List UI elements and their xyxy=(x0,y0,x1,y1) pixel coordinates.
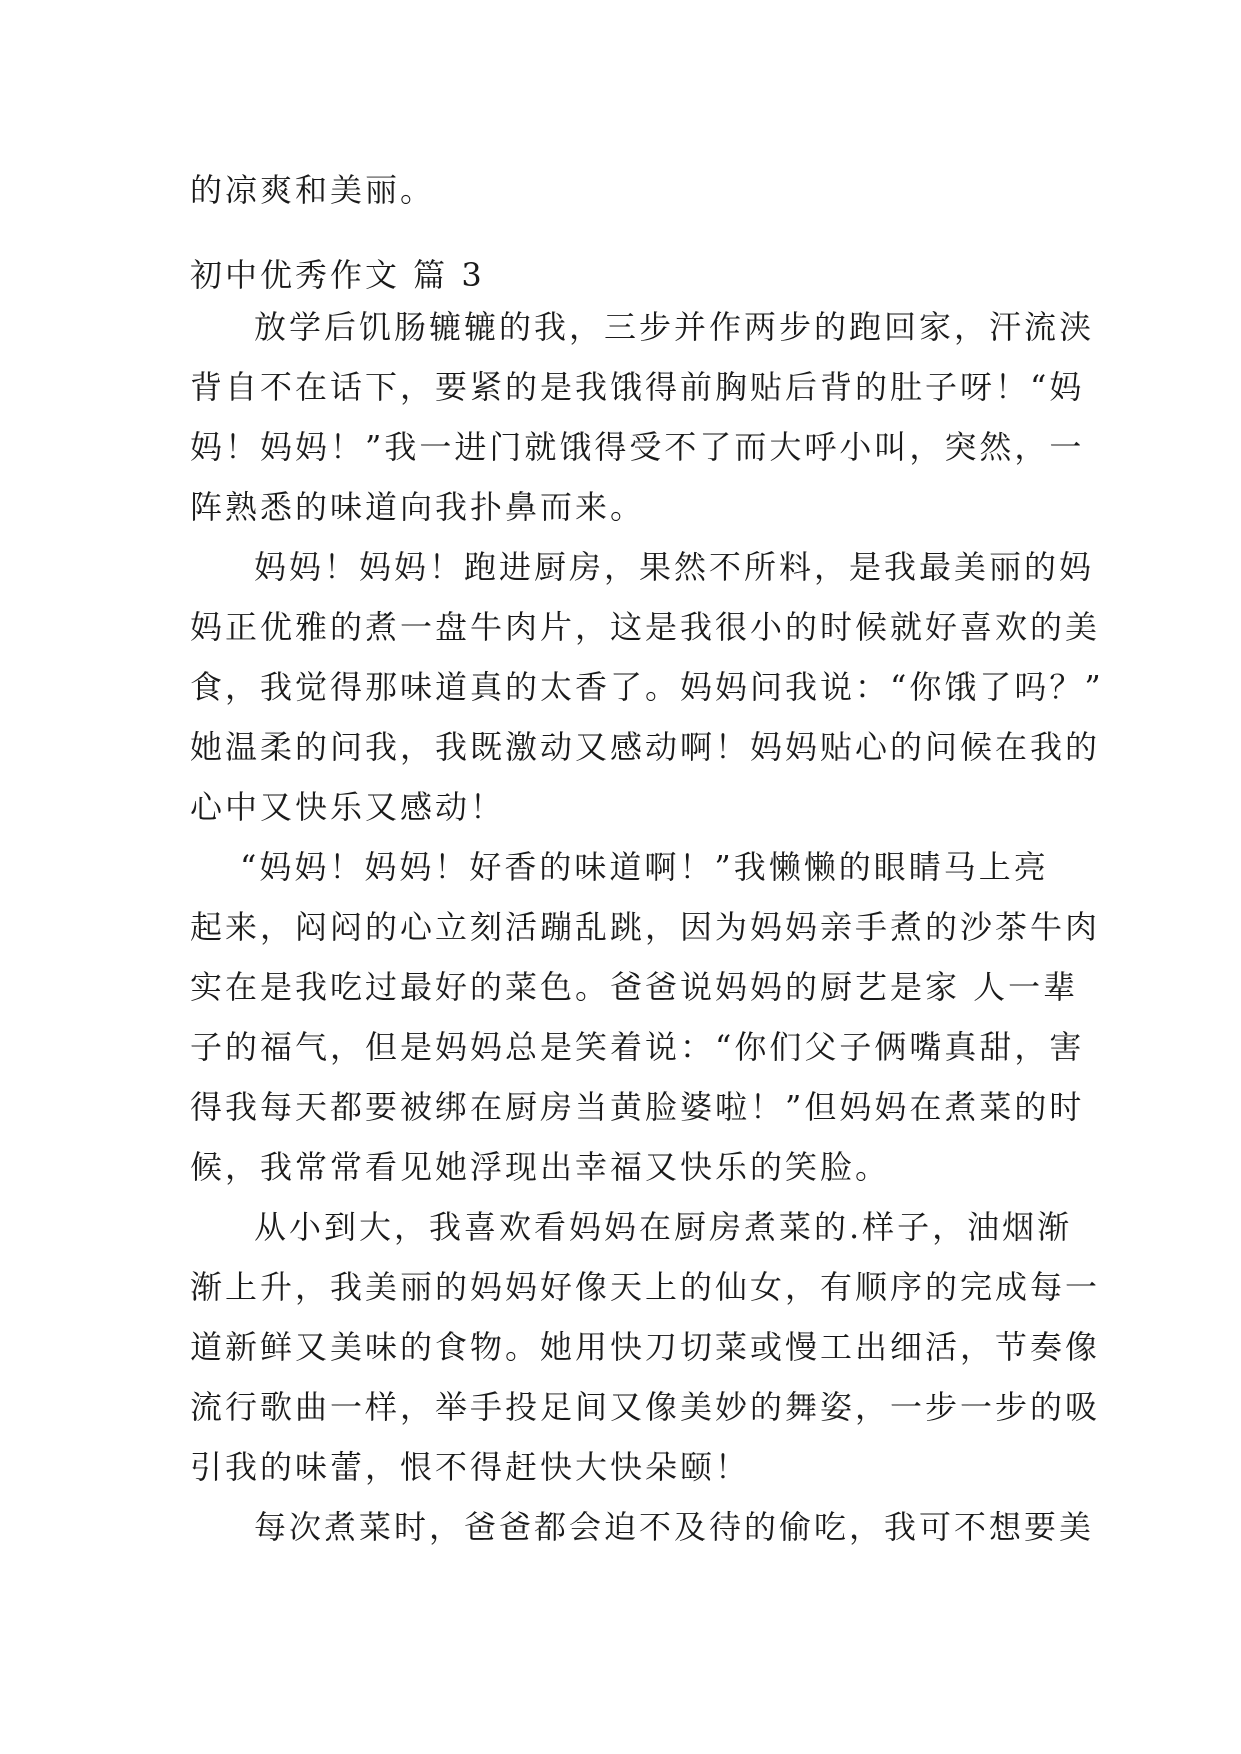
text-line: 每次煮菜时，爸爸都会迫不及待的偷吃，我可不想要美 xyxy=(254,1508,1095,1546)
text-line: 妈正优雅的煮一盘牛肉片，这是我很小的时候就好喜欢的美 xyxy=(190,608,1101,646)
text-line: “妈妈！妈妈！好香的味道啊！”我懒懒的眼睛马上亮 xyxy=(240,848,1049,886)
text-line: 心中又快乐又感动！ xyxy=(190,788,506,826)
text-line: 子的福气，但是妈妈总是笑着说：“你们父子俩嘴真甜，害 xyxy=(190,1028,1085,1066)
text-line: 道新鲜又美味的食物。她用快刀切菜或慢工出细活，节奏像 xyxy=(190,1328,1101,1366)
text-line: 背自不在话下，要紧的是我饿得前胸贴后背的肚子呀！“妈 xyxy=(190,368,1085,406)
text-line: 流行歌曲一样，举手投足间又像美妙的舞姿，一步一步的吸 xyxy=(190,1388,1101,1426)
text-line: 候，我常常看见她浮现出幸福又快乐的笑脸。 xyxy=(190,1148,891,1186)
text-line: 妈！妈妈！”我一进门就饿得受不了而大呼小叫，突然，一 xyxy=(190,428,1085,466)
text-line: 引我的味蕾，恨不得赶快大快朵颐！ xyxy=(190,1448,751,1486)
text-line: 的凉爽和美丽。 xyxy=(190,171,436,209)
text-line: 妈妈！妈妈！跑进厨房，果然不所料，是我最美丽的妈 xyxy=(254,548,1095,586)
text-line: 食，我觉得那味道真的太香了。妈妈问我说：“你饿了吗？” xyxy=(190,668,1104,706)
section-heading: 初中优秀作文 篇 3 xyxy=(190,256,485,294)
text-line: 放学后饥肠辘辘的我，三步并作两步的跑回家，汗流浃 xyxy=(254,308,1095,346)
text-line: 起来，闷闷的心立刻活蹦乱跳，因为妈妈亲手煮的沙茶牛肉 xyxy=(190,908,1101,946)
text-line: 实在是我吃过最好的菜色。爸爸说妈妈的厨艺是家 人一辈 xyxy=(190,968,1079,1006)
text-line: 渐上升，我美丽的妈妈好像天上的仙女，有顺序的完成每一 xyxy=(190,1268,1101,1306)
text-line: 从小到大，我喜欢看妈妈在厨房煮菜的.样子，油烟渐 xyxy=(254,1208,1073,1246)
text-line: 得我每天都要被绑在厨房当黄脸婆啦！”但妈妈在煮菜的时 xyxy=(190,1088,1085,1126)
text-line: 阵熟悉的味道向我扑鼻而来。 xyxy=(190,488,646,526)
text-line: 她温柔的问我，我既激动又感动啊！妈妈贴心的问候在我的 xyxy=(190,728,1101,766)
